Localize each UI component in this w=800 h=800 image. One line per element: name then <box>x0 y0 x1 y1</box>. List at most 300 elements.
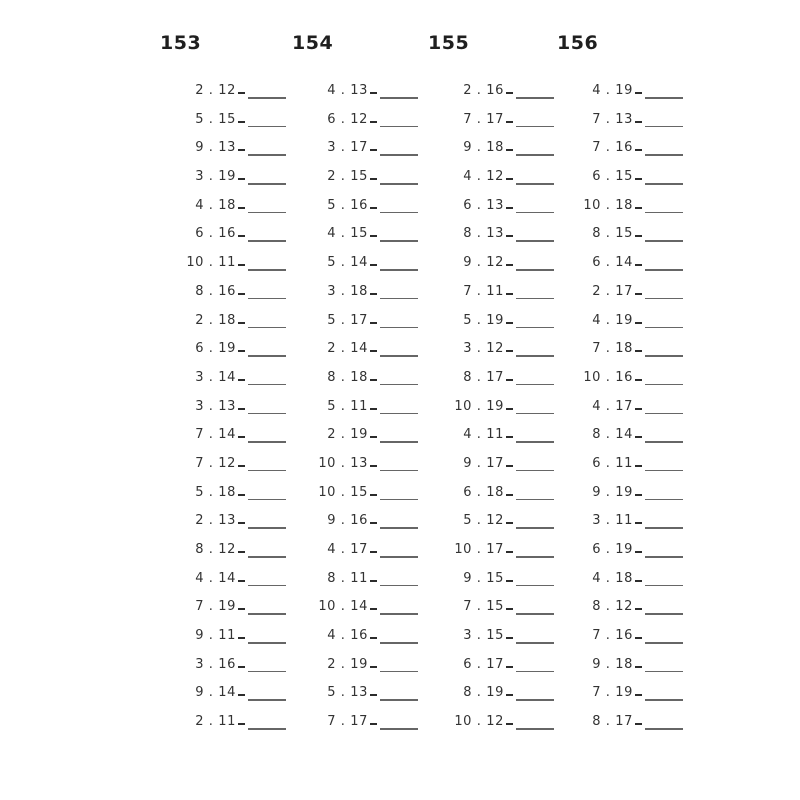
problem-row <box>557 365 697 394</box>
problem-row <box>292 135 432 164</box>
answer-blank[interactable] <box>645 470 683 472</box>
problem-row <box>428 680 568 709</box>
answer-blank[interactable] <box>380 585 418 587</box>
problem-row <box>557 164 697 193</box>
equals-sign <box>635 293 642 295</box>
problem-row <box>292 566 432 595</box>
answer-blank[interactable] <box>516 183 554 185</box>
problem-row <box>428 508 568 537</box>
multiplication-expression: 8 . 12 <box>195 542 236 557</box>
answer-blank[interactable] <box>645 183 683 185</box>
multiplication-expression: 5 . 15 <box>195 111 236 127</box>
answer-blank[interactable] <box>380 728 418 730</box>
problem-row <box>557 394 697 423</box>
problem-row <box>428 250 568 279</box>
equals-sign <box>238 322 245 324</box>
multiplication-expression: 2 . 13 <box>195 513 236 529</box>
problem-row <box>557 221 697 250</box>
multiplication-expression: 7 . 16 <box>592 628 633 644</box>
equals-sign <box>238 694 245 696</box>
answer-blank[interactable] <box>516 499 554 501</box>
equals-sign <box>635 121 642 123</box>
equals-sign <box>635 322 642 324</box>
answer-blank[interactable] <box>645 298 683 300</box>
multiplication-expression: 7 . 11 <box>463 283 504 299</box>
answer-blank[interactable] <box>516 212 554 214</box>
equals-sign <box>506 694 513 696</box>
answer-blank[interactable] <box>516 527 554 529</box>
multiplication-expression: 7 . 19 <box>592 685 633 701</box>
problem-row <box>428 537 568 566</box>
problem-row <box>557 594 697 623</box>
problem-row <box>557 480 697 509</box>
answer-blank[interactable] <box>516 269 554 271</box>
equals-sign <box>506 580 513 582</box>
equals-sign <box>506 551 513 553</box>
equals-sign <box>506 264 513 266</box>
problem-row <box>160 537 300 566</box>
problem-row <box>557 279 697 308</box>
problem-row <box>428 594 568 623</box>
equals-sign <box>635 436 642 438</box>
equals-sign <box>370 264 377 266</box>
multiplication-expression: 5 . 14 <box>327 255 368 271</box>
multiplication-expression: 2 . 18 <box>195 312 236 328</box>
answer-blank[interactable] <box>645 154 683 156</box>
multiplication-expression: 6 . 17 <box>463 656 504 672</box>
multiplication-expression: 4 . 14 <box>195 570 236 586</box>
answer-blank[interactable] <box>645 613 683 615</box>
answer-blank[interactable] <box>248 699 286 701</box>
problem-row <box>160 623 300 652</box>
answer-blank[interactable] <box>516 728 554 730</box>
multiplication-expression: 3 . 18 <box>327 283 368 299</box>
multiplication-expression: 7 . 14 <box>195 427 236 443</box>
equals-sign <box>370 178 377 180</box>
equals-sign <box>635 551 642 553</box>
answer-blank[interactable] <box>248 154 286 156</box>
equals-sign <box>506 92 513 94</box>
multiplication-expression: 4 . 15 <box>327 226 368 242</box>
multiplication-expression: 10 . 18 <box>583 197 633 213</box>
answer-blank[interactable] <box>248 642 286 644</box>
multiplication-expression: 7 . 18 <box>592 341 633 357</box>
answer-blank[interactable] <box>516 613 554 615</box>
problem-row <box>428 394 568 423</box>
equals-sign <box>370 522 377 524</box>
equals-sign <box>635 494 642 496</box>
equals-sign <box>370 121 377 123</box>
problem-row <box>292 537 432 566</box>
answer-blank[interactable] <box>516 671 554 673</box>
multiplication-expression: 6 . 19 <box>592 542 633 557</box>
multiplication-expression: 9 . 15 <box>463 570 504 586</box>
equals-sign <box>238 408 245 410</box>
problem-list <box>160 78 300 738</box>
answer-blank[interactable] <box>248 240 286 242</box>
answer-blank[interactable] <box>248 556 286 558</box>
equals-sign <box>370 551 377 553</box>
answer-blank[interactable] <box>516 699 554 701</box>
answer-blank[interactable] <box>516 298 554 300</box>
answer-blank[interactable] <box>248 126 286 128</box>
equals-sign <box>370 494 377 496</box>
equals-sign <box>506 207 513 209</box>
problem-row <box>292 394 432 423</box>
equals-sign <box>506 178 513 180</box>
problem-row <box>160 394 300 423</box>
multiplication-expression: 5 . 18 <box>195 484 236 500</box>
answer-blank[interactable] <box>248 97 286 99</box>
multiplication-expression: 3 . 16 <box>195 656 236 672</box>
problem-row <box>160 78 300 107</box>
answer-blank[interactable] <box>516 413 554 415</box>
problem-row <box>428 623 568 652</box>
multiplication-expression: 5 . 13 <box>327 685 368 701</box>
problem-row <box>557 193 697 222</box>
equals-sign <box>635 178 642 180</box>
multiplication-expression: 8 . 15 <box>592 226 633 242</box>
multiplication-expression: 4 . 16 <box>327 628 368 644</box>
problem-row <box>428 652 568 681</box>
problem-row <box>160 193 300 222</box>
multiplication-expression: 4 . 18 <box>592 570 633 586</box>
problem-row <box>292 422 432 451</box>
answer-blank[interactable] <box>248 441 286 443</box>
problem-row <box>160 221 300 250</box>
problem-row <box>428 308 568 337</box>
answer-blank[interactable] <box>248 613 286 615</box>
answer-blank[interactable] <box>248 728 286 730</box>
problem-list <box>292 78 432 738</box>
equals-sign <box>238 178 245 180</box>
problem-row <box>160 107 300 136</box>
problem-row <box>428 451 568 480</box>
multiplication-expression: 8 . 14 <box>592 427 633 443</box>
exercise-number: 154 <box>292 32 334 54</box>
answer-blank[interactable] <box>645 441 683 443</box>
multiplication-expression: 6 . 11 <box>592 455 633 471</box>
problem-row <box>160 422 300 451</box>
answer-blank[interactable] <box>645 527 683 529</box>
equals-sign <box>635 580 642 582</box>
answer-blank[interactable] <box>380 441 418 443</box>
problem-row <box>428 164 568 193</box>
answer-blank[interactable] <box>645 355 683 357</box>
multiplication-expression: 9 . 14 <box>195 685 236 701</box>
multiplication-expression: 4 . 17 <box>327 542 368 557</box>
equals-sign <box>238 522 245 524</box>
equals-sign <box>370 235 377 237</box>
multiplication-expression: 10 . 11 <box>186 255 236 271</box>
answer-blank[interactable] <box>380 613 418 615</box>
multiplication-expression: 10 . 19 <box>454 398 504 414</box>
multiplication-expression: 2 . 19 <box>327 427 368 443</box>
problem-row <box>557 680 697 709</box>
multiplication-expression: 9 . 13 <box>195 140 236 156</box>
problem-row <box>292 308 432 337</box>
problem-row <box>160 308 300 337</box>
answer-blank[interactable] <box>516 355 554 357</box>
problem-row <box>292 451 432 480</box>
problem-row <box>557 451 697 480</box>
answer-blank[interactable] <box>380 269 418 271</box>
problem-row <box>292 709 432 738</box>
answer-blank[interactable] <box>645 413 683 415</box>
answer-blank[interactable] <box>380 642 418 644</box>
equals-sign <box>370 350 377 352</box>
equals-sign <box>370 92 377 94</box>
answer-blank[interactable] <box>248 212 286 214</box>
answer-blank[interactable] <box>248 671 286 673</box>
answer-blank[interactable] <box>380 499 418 501</box>
problem-row <box>557 537 697 566</box>
equals-sign <box>506 494 513 496</box>
equals-sign <box>238 608 245 610</box>
answer-blank[interactable] <box>248 183 286 185</box>
problem-row <box>292 336 432 365</box>
equals-sign <box>506 149 513 151</box>
equals-sign <box>506 436 513 438</box>
answer-blank[interactable] <box>645 699 683 701</box>
problem-row <box>160 594 300 623</box>
problem-list <box>428 78 568 738</box>
problem-row <box>292 365 432 394</box>
multiplication-expression: 8 . 17 <box>463 369 504 385</box>
multiplication-expression: 7 . 12 <box>195 455 236 471</box>
equals-sign <box>506 121 513 123</box>
problem-row <box>160 365 300 394</box>
equals-sign <box>370 436 377 438</box>
equals-sign <box>506 322 513 324</box>
multiplication-expression: 3 . 19 <box>195 169 236 185</box>
multiplication-expression: 2 . 15 <box>327 169 368 185</box>
multiplication-expression: 8 . 16 <box>195 283 236 299</box>
answer-blank[interactable] <box>248 327 286 329</box>
multiplication-expression: 6 . 15 <box>592 169 633 185</box>
problem-row <box>160 164 300 193</box>
multiplication-expression: 6 . 18 <box>463 484 504 500</box>
equals-sign <box>370 723 377 725</box>
multiplication-expression: 10 . 12 <box>454 714 504 730</box>
answer-blank[interactable] <box>380 183 418 185</box>
equals-sign <box>370 666 377 668</box>
equals-sign <box>238 465 245 467</box>
problem-row <box>428 336 568 365</box>
answer-blank[interactable] <box>516 126 554 128</box>
multiplication-expression: 5 . 12 <box>463 513 504 529</box>
answer-blank[interactable] <box>380 97 418 99</box>
answer-blank[interactable] <box>380 327 418 329</box>
multiplication-expression: 10 . 13 <box>318 455 368 471</box>
answer-blank[interactable] <box>516 642 554 644</box>
problem-row <box>160 680 300 709</box>
equals-sign <box>506 465 513 467</box>
answer-blank[interactable] <box>645 126 683 128</box>
problem-row <box>292 221 432 250</box>
equals-sign <box>238 666 245 668</box>
multiplication-expression: 8 . 17 <box>592 714 633 730</box>
problem-row <box>160 480 300 509</box>
equals-sign <box>506 608 513 610</box>
problem-row <box>557 566 697 595</box>
answer-blank[interactable] <box>645 327 683 329</box>
answer-blank[interactable] <box>645 671 683 673</box>
answer-blank[interactable] <box>380 413 418 415</box>
equals-sign <box>506 379 513 381</box>
answer-blank[interactable] <box>248 269 286 271</box>
answer-blank[interactable] <box>516 470 554 472</box>
answer-blank[interactable] <box>248 413 286 415</box>
answer-blank[interactable] <box>248 298 286 300</box>
multiplication-expression: 4 . 17 <box>592 398 633 414</box>
multiplication-expression: 2 . 11 <box>195 714 236 730</box>
answer-blank[interactable] <box>380 212 418 214</box>
multiplication-expression: 8 . 13 <box>463 226 504 242</box>
equals-sign <box>238 379 245 381</box>
answer-blank[interactable] <box>516 240 554 242</box>
answer-blank[interactable] <box>248 355 286 357</box>
problem-row <box>428 221 568 250</box>
multiplication-expression: 7 . 13 <box>592 111 633 127</box>
problem-row <box>557 422 697 451</box>
problem-row <box>428 193 568 222</box>
equals-sign <box>635 723 642 725</box>
multiplication-expression: 10 . 17 <box>454 542 504 557</box>
multiplication-expression: 9 . 18 <box>463 140 504 156</box>
multiplication-expression: 9 . 16 <box>327 513 368 529</box>
answer-blank[interactable] <box>645 499 683 501</box>
problem-row <box>292 107 432 136</box>
equals-sign <box>635 379 642 381</box>
multiplication-expression: 6 . 14 <box>592 255 633 271</box>
equals-sign <box>370 293 377 295</box>
equals-sign <box>238 723 245 725</box>
problem-row <box>292 623 432 652</box>
answer-blank[interactable] <box>248 527 286 529</box>
multiplication-expression: 3 . 14 <box>195 369 236 385</box>
equals-sign <box>506 293 513 295</box>
equals-sign <box>370 379 377 381</box>
multiplication-expression: 8 . 12 <box>592 599 633 615</box>
equals-sign <box>635 522 642 524</box>
problem-row <box>428 78 568 107</box>
multiplication-expression: 7 . 17 <box>463 111 504 127</box>
answer-blank[interactable] <box>645 728 683 730</box>
equals-sign <box>370 637 377 639</box>
answer-blank[interactable] <box>380 355 418 357</box>
answer-blank[interactable] <box>645 384 683 386</box>
answer-blank[interactable] <box>380 240 418 242</box>
problem-row <box>557 508 697 537</box>
problem-row <box>557 308 697 337</box>
answer-blank[interactable] <box>380 671 418 673</box>
answer-blank[interactable] <box>645 269 683 271</box>
exercise-number: 155 <box>428 32 470 54</box>
equals-sign <box>635 92 642 94</box>
equals-sign <box>506 723 513 725</box>
equals-sign <box>370 694 377 696</box>
answer-blank[interactable] <box>380 154 418 156</box>
multiplication-expression: 7 . 19 <box>195 599 236 615</box>
problem-row <box>160 135 300 164</box>
equals-sign <box>370 608 377 610</box>
answer-blank[interactable] <box>645 556 683 558</box>
equals-sign <box>506 637 513 639</box>
answer-blank[interactable] <box>380 699 418 701</box>
problem-row <box>292 250 432 279</box>
answer-blank[interactable] <box>645 642 683 644</box>
equals-sign <box>635 637 642 639</box>
exercise-number: 156 <box>557 32 599 54</box>
answer-blank[interactable] <box>516 585 554 587</box>
answer-blank[interactable] <box>380 298 418 300</box>
equals-sign <box>238 264 245 266</box>
answer-blank[interactable] <box>516 154 554 156</box>
answer-blank[interactable] <box>380 126 418 128</box>
problem-row <box>160 250 300 279</box>
multiplication-expression: 7 . 16 <box>592 140 633 156</box>
answer-blank[interactable] <box>516 556 554 558</box>
problem-row <box>292 680 432 709</box>
multiplication-expression: 8 . 11 <box>327 570 368 586</box>
equals-sign <box>370 408 377 410</box>
answer-blank[interactable] <box>248 499 286 501</box>
multiplication-expression: 3 . 15 <box>463 628 504 644</box>
answer-blank[interactable] <box>516 327 554 329</box>
multiplication-expression: 9 . 18 <box>592 656 633 672</box>
equals-sign <box>635 264 642 266</box>
problem-row <box>557 78 697 107</box>
answer-blank[interactable] <box>380 470 418 472</box>
multiplication-expression: 4 . 19 <box>592 312 633 328</box>
multiplication-expression: 10 . 14 <box>318 599 368 615</box>
answer-blank[interactable] <box>645 97 683 99</box>
multiplication-expression: 3 . 17 <box>327 140 368 156</box>
answer-blank[interactable] <box>380 384 418 386</box>
answer-blank[interactable] <box>516 384 554 386</box>
answer-blank[interactable] <box>645 240 683 242</box>
multiplication-expression: 9 . 19 <box>592 484 633 500</box>
answer-blank[interactable] <box>516 441 554 443</box>
problem-row <box>160 336 300 365</box>
answer-blank[interactable] <box>645 585 683 587</box>
equals-sign <box>238 436 245 438</box>
equals-sign <box>635 694 642 696</box>
problem-row <box>428 709 568 738</box>
problem-row <box>292 480 432 509</box>
problem-row <box>428 279 568 308</box>
answer-blank[interactable] <box>380 556 418 558</box>
answer-blank[interactable] <box>380 527 418 529</box>
multiplication-expression: 9 . 17 <box>463 455 504 471</box>
multiplication-expression: 2 . 12 <box>195 83 236 98</box>
answer-blank[interactable] <box>645 212 683 214</box>
answer-blank[interactable] <box>248 585 286 587</box>
multiplication-expression: 10 . 15 <box>318 484 368 500</box>
problem-row <box>428 365 568 394</box>
problem-list <box>557 78 697 738</box>
answer-blank[interactable] <box>516 97 554 99</box>
equals-sign <box>635 666 642 668</box>
multiplication-expression: 8 . 19 <box>463 685 504 701</box>
problem-row <box>292 78 432 107</box>
equals-sign <box>506 408 513 410</box>
answer-blank[interactable] <box>248 470 286 472</box>
answer-blank[interactable] <box>248 384 286 386</box>
equals-sign <box>238 637 245 639</box>
multiplication-expression: 5 . 16 <box>327 197 368 213</box>
